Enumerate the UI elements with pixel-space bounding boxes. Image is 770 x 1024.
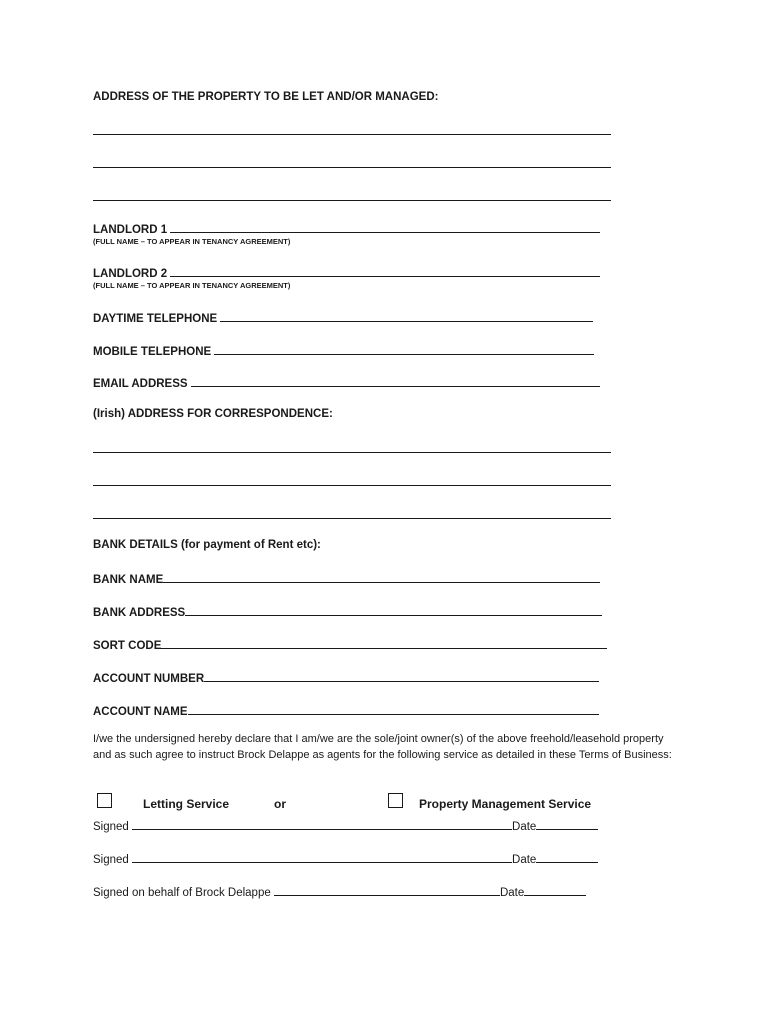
property-address-heading: ADDRESS OF THE PROPERTY TO BE LET AND/OR MANAGED:: [93, 91, 439, 103]
date-field-1[interactable]: [536, 817, 598, 830]
account-name-field[interactable]: [188, 702, 599, 715]
landlord1-field[interactable]: [170, 220, 600, 233]
signed-behalf-row: [93, 883, 586, 900]
account-name-row: [93, 702, 599, 719]
sort-code-label: SORT CODE: [93, 640, 162, 652]
email-field[interactable]: [191, 374, 600, 387]
daytime-telephone-field[interactable]: [220, 309, 593, 322]
correspondence-address-line-1[interactable]: [93, 452, 611, 453]
account-number-label: ACCOUNT NUMBER: [93, 673, 205, 685]
letting-service-label: Letting Service: [143, 797, 230, 811]
signature-field-2[interactable]: [132, 850, 512, 863]
email-label: EMAIL ADDRESS: [93, 378, 188, 390]
bank-name-row: [93, 570, 600, 587]
signed-label-2: Signed: [93, 854, 129, 866]
date-label-3: Date: [499, 887, 525, 899]
mobile-telephone-row: [93, 342, 594, 359]
landlord1-note: (FULL NAME – TO APPEAR IN TENANCY AGREEMENT): [93, 237, 291, 246]
sort-code-row: [93, 636, 607, 653]
bank-details-heading: BANK DETAILS (for payment of Rent etc):: [93, 539, 321, 551]
date-field-3[interactable]: [524, 883, 586, 896]
declaration-text: I/we the undersigned hereby declare that I am/we are the sole/joint owner(s) of the above freehold/leasehold property and as such agree to instruct Brock Delappe as agents for the following service as detailed in these Terms of Business:: [93, 733, 672, 761]
landlord2-note: (FULL NAME – TO APPEAR IN TENANCY AGREEMENT): [93, 281, 291, 290]
mobile-telephone-field[interactable]: [214, 342, 594, 355]
signed-row-1: [93, 817, 598, 834]
sort-code-field[interactable]: [161, 636, 607, 649]
property-management-label: Property Management Service: [419, 797, 592, 811]
landlord2-field[interactable]: [170, 264, 600, 277]
correspondence-address-heading: (Irish) ADDRESS FOR CORRESPONDENCE:: [93, 408, 333, 420]
landlord1-row: [93, 220, 600, 237]
signature-behalf-field[interactable]: [274, 883, 500, 896]
bank-name-field[interactable]: [163, 570, 600, 583]
property-management-checkbox[interactable]: [388, 793, 403, 808]
signed-row-2: [93, 850, 598, 867]
bank-name-label: BANK NAME: [93, 574, 164, 586]
landlord2-row: [93, 264, 600, 281]
bank-address-label: BANK ADDRESS: [93, 607, 186, 619]
signed-behalf-label: Signed on behalf of Brock Delappe: [93, 887, 271, 899]
bank-address-row: [93, 603, 602, 620]
signed-label-1: Signed: [93, 821, 129, 833]
date-label-1: Date: [512, 821, 537, 833]
daytime-telephone-row: [93, 309, 593, 326]
date-field-2[interactable]: [536, 850, 598, 863]
property-address-line-3[interactable]: [93, 200, 611, 201]
option-or-label: or: [274, 797, 286, 811]
landlord2-label: LANDLORD 2: [93, 268, 168, 280]
property-address-line-1[interactable]: [93, 134, 611, 135]
property-address-line-2[interactable]: [93, 167, 611, 168]
account-number-row: [93, 669, 599, 686]
daytime-telephone-label: DAYTIME TELEPHONE: [93, 313, 218, 325]
bank-address-field[interactable]: [185, 603, 602, 616]
landlord1-label: LANDLORD 1: [93, 224, 168, 236]
correspondence-address-line-2[interactable]: [93, 485, 611, 486]
signature-field-1[interactable]: [132, 817, 512, 830]
letting-service-checkbox[interactable]: [97, 793, 112, 808]
account-name-label: ACCOUNT NAME: [93, 706, 188, 718]
email-row: [93, 374, 600, 391]
mobile-telephone-label: MOBILE TELEPHONE: [93, 346, 212, 358]
date-label-2: Date: [512, 854, 537, 866]
correspondence-address-line-3[interactable]: [93, 518, 611, 519]
account-number-field[interactable]: [204, 669, 599, 682]
